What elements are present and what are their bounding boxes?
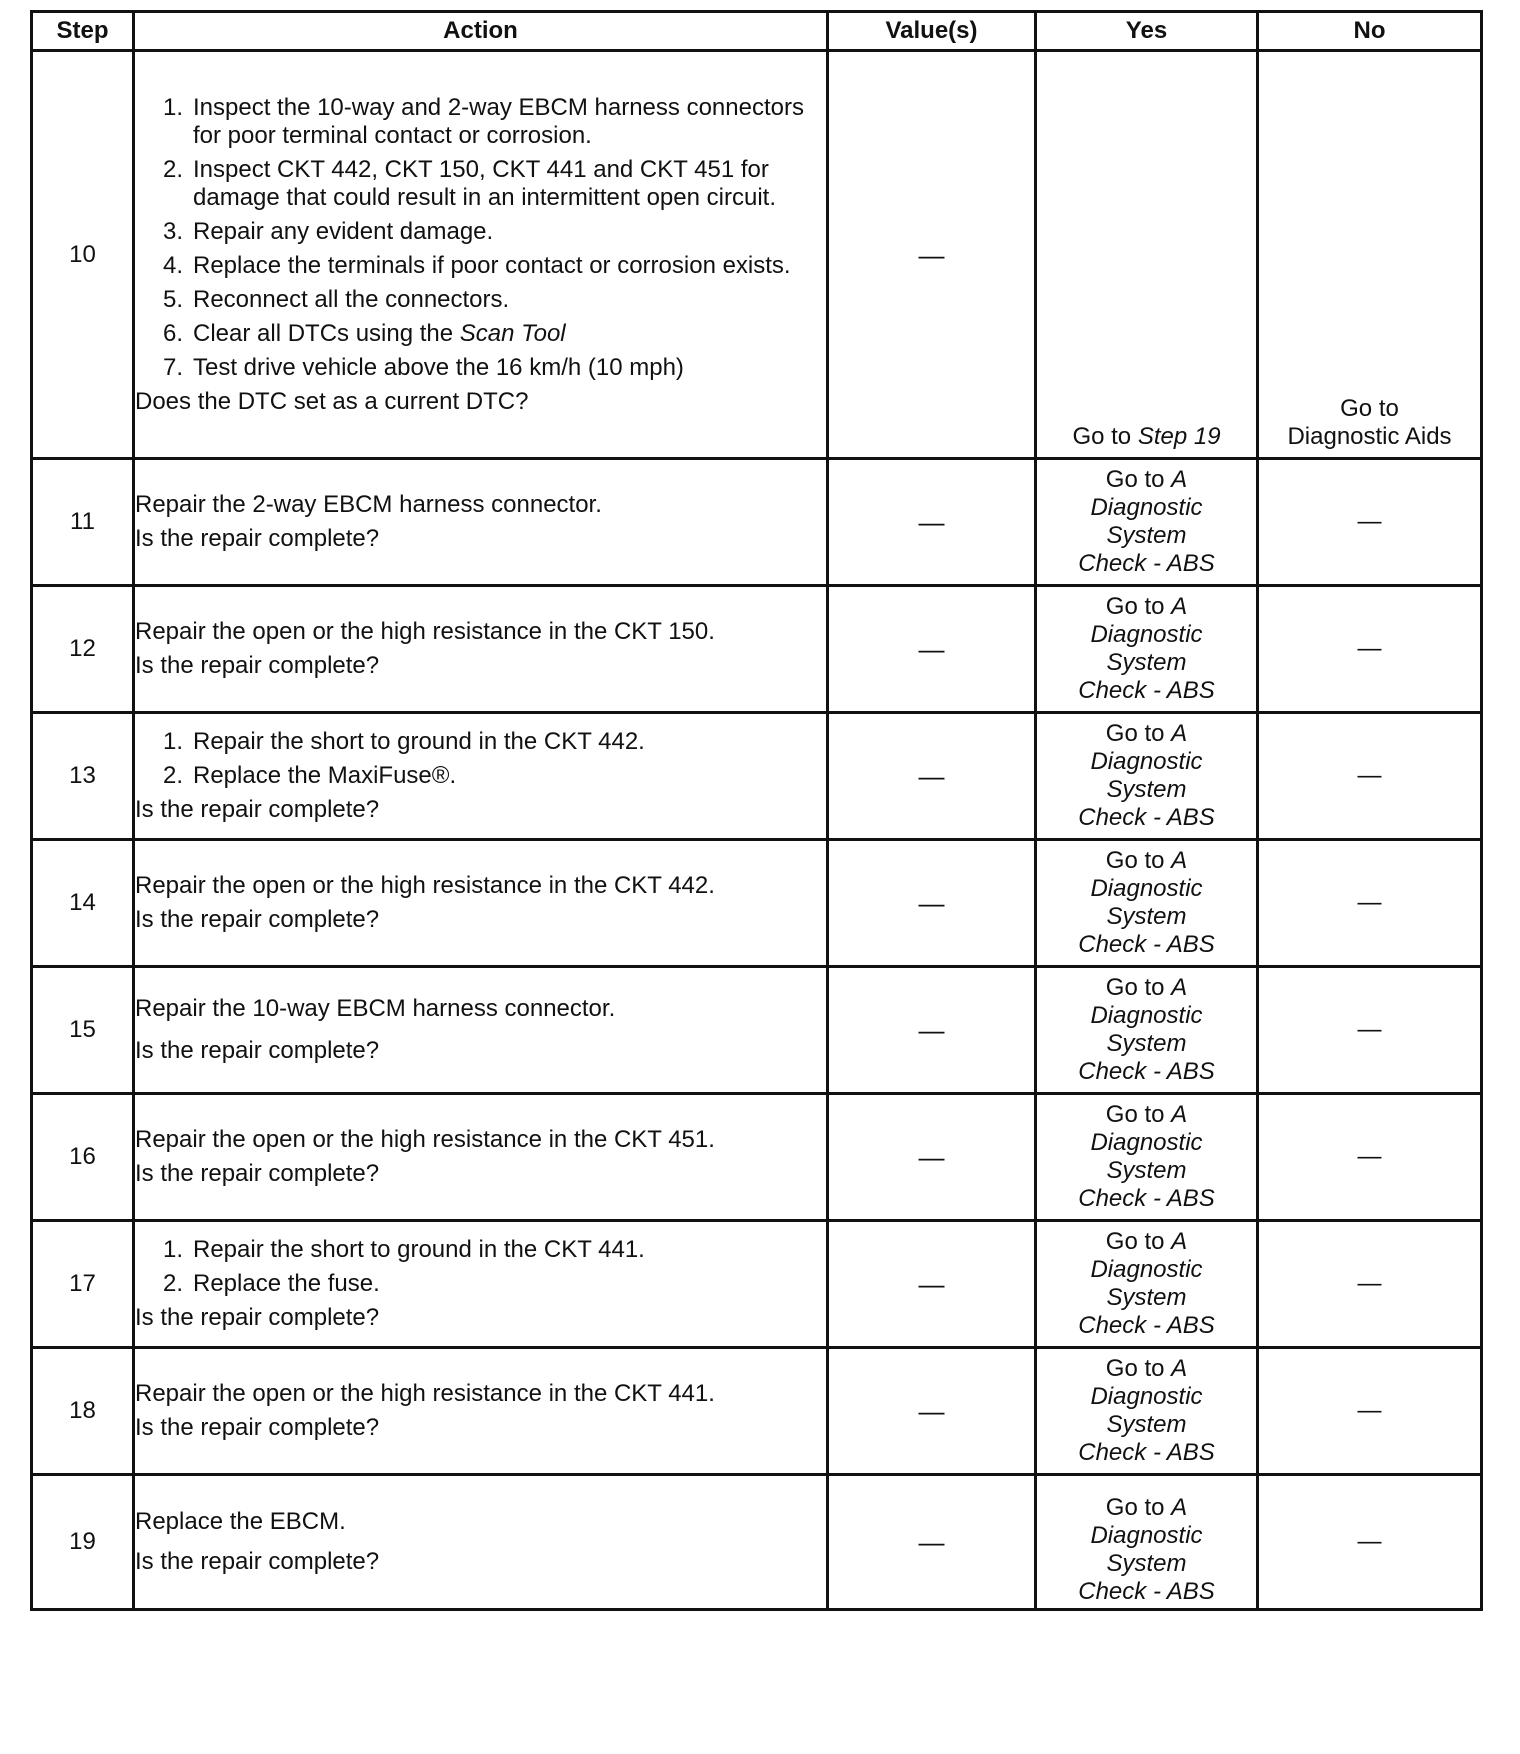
no-cell: — <box>1258 1475 1482 1610</box>
value-cell: — <box>828 586 1036 713</box>
header-no: No <box>1258 12 1482 51</box>
goto-text: Go to <box>1105 1355 1172 1382</box>
goto-a: A <box>1171 1228 1188 1255</box>
yes-goto-line2: Diagnostic <box>1090 748 1203 775</box>
no-goto-line1: Go to <box>1340 395 1399 422</box>
no-cell <box>1258 51 1482 459</box>
yes-goto-line4: Check - ABS <box>1078 804 1215 831</box>
step-number: 11 <box>32 459 134 586</box>
value-cell: — <box>828 1094 1036 1221</box>
action-cell <box>134 967 828 1094</box>
yes-goto-line1 <box>1037 847 1256 875</box>
yes-goto-line1 <box>1037 974 1256 1002</box>
yes-goto-line1 <box>1037 1228 1256 1256</box>
item-text-wrap <box>193 320 826 348</box>
goto-a: A <box>1171 720 1188 747</box>
goto-text: Go to <box>1105 593 1172 620</box>
item-number: 2. <box>162 155 183 183</box>
list-item <box>135 320 826 348</box>
goto-text: Go to <box>1072 423 1138 450</box>
item-number: 5. <box>162 285 183 313</box>
item-number: 7. <box>162 353 183 381</box>
item-text: Test drive vehicle above the 16 km/h (10 mph) <box>193 353 684 381</box>
action-question: Is the repair complete? <box>135 1548 380 1575</box>
value-cell: — <box>828 967 1036 1094</box>
table-row-step-11 <box>32 459 1482 586</box>
yes-goto-line4: Check - ABS <box>1078 1185 1215 1212</box>
item-number: 2. <box>162 1270 183 1297</box>
action-list <box>135 1236 826 1298</box>
goto-a: A <box>1171 847 1188 874</box>
action-list <box>135 94 826 382</box>
yes-goto-line4: Check - ABS <box>1078 550 1215 577</box>
step-number: 18 <box>32 1348 134 1475</box>
yes-goto-line4: Check - ABS <box>1078 931 1215 958</box>
yes-goto-line3: System <box>1106 1284 1187 1311</box>
table-row-step-10 <box>32 51 1482 459</box>
yes-goto-line2: Diagnostic <box>1090 1002 1203 1029</box>
step-number: 13 <box>32 713 134 840</box>
goto-a: A <box>1171 466 1188 493</box>
action-cell <box>134 1094 828 1221</box>
action-cell <box>134 586 828 713</box>
item-text: Inspect the 10-way and 2-way EBCM harness connectors for poor terminal contact or corrosion. <box>193 93 804 149</box>
list-item <box>135 728 826 756</box>
yes-goto-line3: System <box>1106 1157 1187 1184</box>
no-cell: — <box>1258 840 1482 967</box>
value-cell: — <box>828 1475 1036 1610</box>
table-row-step-13 <box>32 713 1482 840</box>
yes-goto-line3: System <box>1106 903 1187 930</box>
goto-a: A <box>1171 1494 1188 1521</box>
action-text: Repair the open or the high resistance in the CKT 441. <box>135 1380 715 1407</box>
yes-cell <box>1036 967 1258 1094</box>
table-row-step-19 <box>32 1475 1482 1610</box>
action-list <box>135 728 826 790</box>
item-number: 3. <box>162 217 183 245</box>
item-text: Reconnect all the connectors. <box>193 285 510 313</box>
item-number: 1. <box>162 1236 183 1263</box>
action-question: Does the DTC set as a current DTC? <box>135 387 529 415</box>
action-question: Is the repair complete? <box>135 906 380 933</box>
goto-text: Go to <box>1105 720 1172 747</box>
yes-goto-line4: Check - ABS <box>1078 1578 1215 1605</box>
yes-goto-line1 <box>1037 1101 1256 1129</box>
list-item <box>135 1270 826 1298</box>
yes-goto-line4: Check - ABS <box>1078 1312 1215 1339</box>
yes-goto-line2: Diagnostic <box>1090 494 1203 521</box>
header-values: Value(s) <box>828 12 1036 51</box>
goto-a: A <box>1171 974 1188 1001</box>
action-cell <box>134 840 828 967</box>
diagnostic-table <box>30 10 1483 1611</box>
action-text: Repair the open or the high resistance in the CKT 451. <box>135 1126 715 1153</box>
item-text: Replace the fuse. <box>193 1270 380 1297</box>
list-item <box>135 762 826 790</box>
yes-goto-line4: Check - ABS <box>1078 1058 1215 1085</box>
header-yes: Yes <box>1036 12 1258 51</box>
step-number: 17 <box>32 1221 134 1348</box>
item-number: 6. <box>162 319 183 347</box>
no-cell: — <box>1258 1221 1482 1348</box>
action-question: Is the repair complete? <box>135 1304 380 1331</box>
yes-cell <box>1036 1348 1258 1475</box>
table-row-step-12 <box>32 586 1482 713</box>
yes-cell <box>1036 1475 1258 1610</box>
item-number: 1. <box>162 728 183 755</box>
value-cell: — <box>828 1348 1036 1475</box>
step-number: 15 <box>32 967 134 1094</box>
step-number: 10 <box>32 51 134 459</box>
item-text: Repair the short to ground in the CKT 442. <box>193 728 645 755</box>
yes-goto-line3: System <box>1106 1030 1187 1057</box>
table-row-step-14 <box>32 840 1482 967</box>
yes-goto-line3: System <box>1106 649 1187 676</box>
item-text: Inspect CKT 442, CKT 150, CKT 441 and CKT 451 for damage that could result in an intermittent open circuit. <box>193 155 776 211</box>
step-number: 19 <box>32 1475 134 1610</box>
action-text: Repair the 2-way EBCM harness connector. <box>135 491 602 518</box>
step-number: 16 <box>32 1094 134 1221</box>
value-cell: — <box>828 1221 1036 1348</box>
value-cell: — <box>828 840 1036 967</box>
table-row-step-18 <box>32 1348 1482 1475</box>
yes-goto-line3: System <box>1106 1550 1187 1577</box>
item-text: Replace the terminals if poor contact or corrosion exists. <box>193 251 791 279</box>
goto-text: Go to <box>1105 1228 1172 1255</box>
yes-goto-line3: System <box>1106 776 1187 803</box>
list-item <box>135 94 826 150</box>
list-item <box>135 286 826 314</box>
table-row-step-17 <box>32 1221 1482 1348</box>
action-text: Repair the open or the high resistance in the CKT 150. <box>135 618 715 645</box>
table-row-step-15 <box>32 967 1482 1094</box>
no-cell: — <box>1258 1348 1482 1475</box>
yes-cell <box>1036 51 1258 459</box>
action-text: Repair the open or the high resistance in the CKT 442. <box>135 872 715 899</box>
step-number: 12 <box>32 586 134 713</box>
table-row-step-16 <box>32 1094 1482 1221</box>
action-question: Is the repair complete? <box>135 1037 380 1064</box>
item-text: Replace the MaxiFuse®. <box>193 762 457 789</box>
no-cell: — <box>1258 459 1482 586</box>
no-cell: — <box>1258 1094 1482 1221</box>
yes-goto-line3: System <box>1106 522 1187 549</box>
goto-a: A <box>1171 1355 1188 1382</box>
yes-goto <box>1037 423 1256 451</box>
header-action: Action <box>134 12 828 51</box>
goto-a: A <box>1171 1101 1188 1128</box>
yes-cell <box>1036 1094 1258 1221</box>
value-cell: — <box>828 51 1036 459</box>
yes-goto-line1 <box>1037 1494 1256 1522</box>
yes-goto-line1 <box>1037 466 1256 494</box>
value-cell: — <box>828 459 1036 586</box>
scan-tool-text: Scan Tool <box>459 319 566 347</box>
no-cell: — <box>1258 713 1482 840</box>
item-number: 2. <box>162 762 183 789</box>
goto-text: Go to <box>1105 1101 1172 1128</box>
yes-cell <box>1036 1221 1258 1348</box>
yes-goto-line4: Check - ABS <box>1078 1439 1215 1466</box>
yes-goto-line2: Diagnostic <box>1090 621 1203 648</box>
item-text: Clear all DTCs using the <box>193 319 460 347</box>
no-goto-line2: Diagnostic Aids <box>1287 423 1452 450</box>
goto-text: Go to <box>1105 466 1172 493</box>
item-number: 4. <box>162 251 183 279</box>
no-cell: — <box>1258 586 1482 713</box>
action-cell <box>134 459 828 586</box>
item-text: Repair the short to ground in the CKT 441. <box>193 1236 645 1263</box>
list-item <box>135 218 826 246</box>
item-text: Repair any evident damage. <box>193 217 494 245</box>
action-text: Repair the 10-way EBCM harness connector. <box>135 995 616 1022</box>
header-step: Step <box>32 12 134 51</box>
list-item <box>135 252 826 280</box>
value-cell: — <box>828 713 1036 840</box>
action-question: Is the repair complete? <box>135 796 380 823</box>
list-item <box>135 354 826 382</box>
action-cell <box>134 713 828 840</box>
goto-text: Go to <box>1105 974 1172 1001</box>
yes-goto-line1 <box>1037 593 1256 621</box>
yes-goto-line2: Diagnostic <box>1090 1129 1203 1156</box>
header-row <box>32 12 1482 51</box>
action-cell <box>134 51 828 459</box>
goto-target: Step 19 <box>1137 423 1221 450</box>
yes-goto-line2: Diagnostic <box>1090 1256 1203 1283</box>
item-number: 1. <box>162 93 183 121</box>
yes-cell <box>1036 840 1258 967</box>
yes-goto-line1 <box>1037 720 1256 748</box>
step-number: 14 <box>32 840 134 967</box>
goto-text: Go to <box>1105 847 1172 874</box>
list-item <box>135 1236 826 1264</box>
action-question: Is the repair complete? <box>135 1414 380 1441</box>
action-question: Is the repair complete? <box>135 652 380 679</box>
action-question: Is the repair complete? <box>135 525 380 552</box>
list-item <box>135 156 826 212</box>
yes-goto-line2: Diagnostic <box>1090 875 1203 902</box>
yes-goto-line1 <box>1037 1355 1256 1383</box>
yes-goto-line2: Diagnostic <box>1090 1522 1203 1549</box>
action-question: Is the repair complete? <box>135 1160 380 1187</box>
yes-cell <box>1036 713 1258 840</box>
action-cell <box>134 1348 828 1475</box>
no-cell: — <box>1258 967 1482 1094</box>
yes-goto-line2: Diagnostic <box>1090 1383 1203 1410</box>
goto-text: Go to <box>1105 1494 1172 1521</box>
yes-cell <box>1036 586 1258 713</box>
yes-goto-line4: Check - ABS <box>1078 677 1215 704</box>
action-cell <box>134 1221 828 1348</box>
action-text: Replace the EBCM. <box>135 1508 346 1535</box>
action-cell <box>134 1475 828 1610</box>
yes-goto-line3: System <box>1106 1411 1187 1438</box>
yes-cell <box>1036 459 1258 586</box>
goto-a: A <box>1171 593 1188 620</box>
